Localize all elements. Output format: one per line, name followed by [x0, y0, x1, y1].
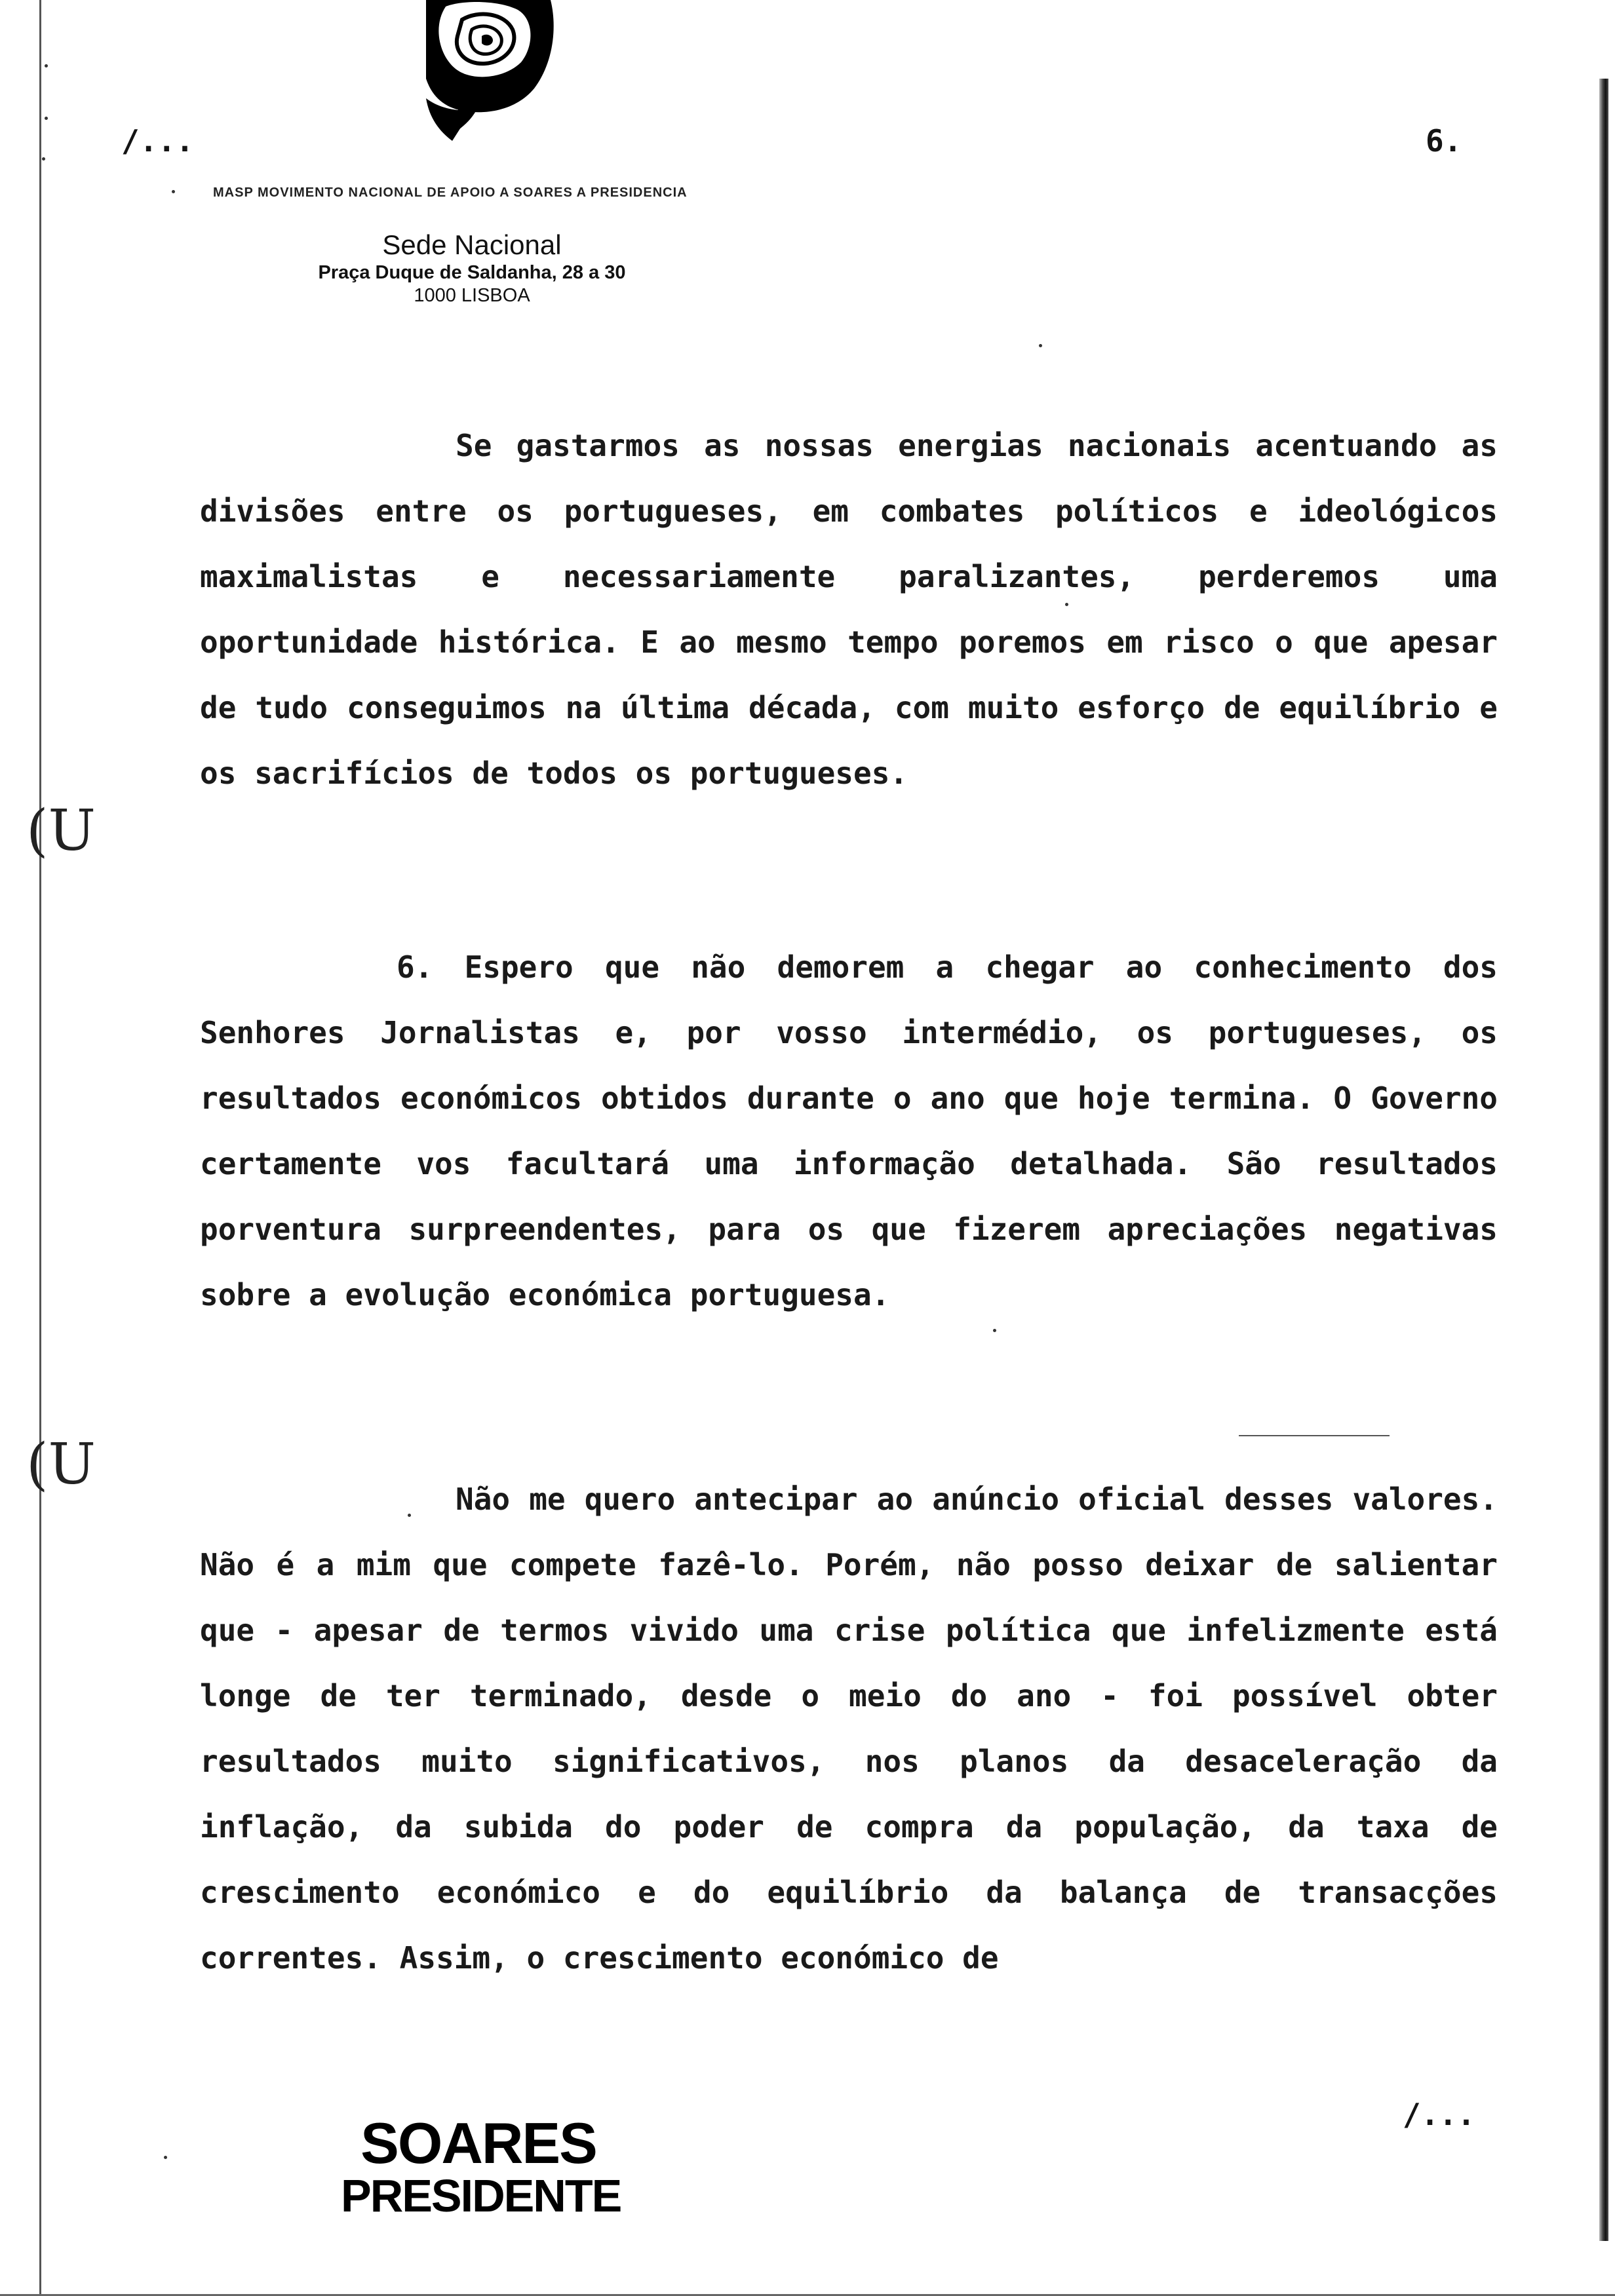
punch-hole-mark: (U: [26, 1432, 96, 1497]
scan-speck: [45, 117, 48, 120]
office-title: Sede Nacional: [382, 229, 562, 260]
scan-speck: [42, 157, 45, 161]
continuation-mark-top: /...: [121, 123, 194, 159]
scan-speck: [408, 1514, 411, 1517]
paragraph-text: Se gastarmos as nossas energias nacionais acentuando as divisões entre os portugueses, em combates políticos e ideológicos maximalistas e necessariamente paralizantes, perderemos uma oportunidade histórica. E ao mesmo tempo poremos em risco o que apesar de tudo conseguimos na última década, com muito esforço de equilíbrio e os sacrifícios de todos os portugueses.: [200, 428, 1498, 791]
scan-speck: [993, 1329, 996, 1332]
rose-in-hand-icon: [400, 0, 570, 144]
office-address: Praça Duque de Saldanha, 28 a 30: [318, 262, 626, 283]
organization-line: MASP MOVIMENTO NACIONAL DE APOIO A SOARES A PRESIDENCIA: [213, 185, 688, 200]
page-right-edge: [1599, 79, 1608, 2241]
scan-artifact-line: [1239, 1435, 1390, 1436]
brand-line-presidente: PRESIDENTE: [341, 2170, 621, 2221]
paragraph-resultados: [200, 934, 1498, 1328]
page-left-edge: [39, 0, 41, 2296]
scan-speck: [164, 2156, 167, 2159]
paragraph-anuncio: [200, 1466, 1498, 1991]
scan-speck: [45, 64, 48, 67]
scan-speck: [1039, 344, 1042, 347]
punch-hole-mark: (U: [26, 798, 96, 864]
office-city: 1000 LISBOA: [414, 285, 530, 306]
campaign-brand: [341, 2111, 621, 2221]
continuation-mark-bottom: /...: [1403, 2097, 1475, 2132]
scan-speck: [1065, 603, 1068, 606]
paragraph-text: Não me quero antecipar ao anúncio oficial desses valores. Não é a mim que compete fazê-lo. Porém, não posso deixar de salientar que - apesar de termos vivido uma crise política que infelizmente está longe de ter terminado, desde o meio do ano - foi possível obter resultados muito significativos, nos planos da desaceleração da inflação, da subida do poder de compra da população, da taxa de crescimento económico e do equilíbrio da balança de transacções correntes. Assim, o crescimento económico de: [200, 1482, 1498, 1976]
brand-line-soares: SOARES: [360, 2111, 596, 2175]
letterhead-address: [262, 229, 682, 307]
paragraph-energias: [200, 413, 1498, 806]
paragraph-text: 6. Espero que não demorem a chegar ao conhecimento dos Senhores Jornalistas e, por vosso intermédio, os portugueses, os resultados económicos obtidos durante o ano que hoje termina. O Governo certamente vos facultará uma informação detalhada. São resultados porventura surpreendentes, para os que fizerem apreciações negativas sobre a evolução económica portuguesa.: [200, 949, 1498, 1312]
page-number: 6.: [1426, 123, 1462, 159]
scan-speck: [172, 190, 175, 193]
